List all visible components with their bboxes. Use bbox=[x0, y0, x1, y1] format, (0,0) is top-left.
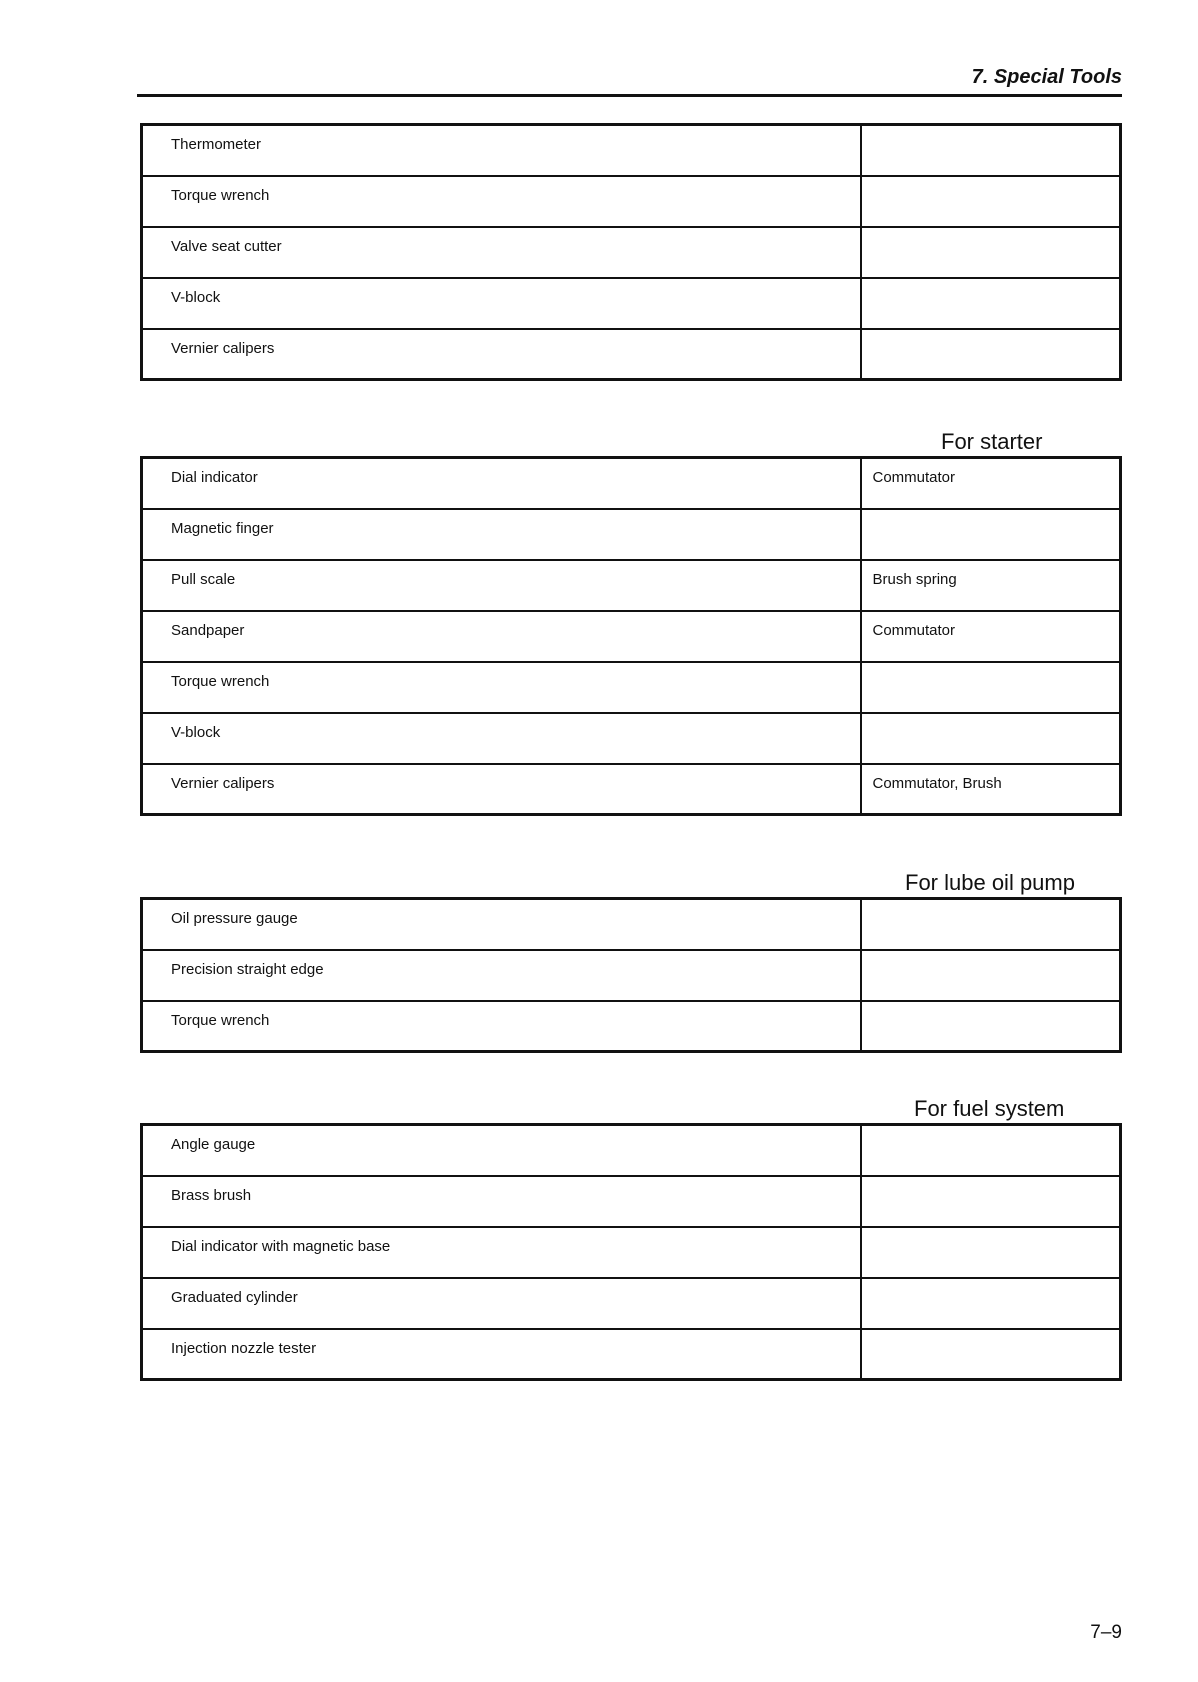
table-row bbox=[142, 611, 1121, 662]
tool-name: Sandpaper bbox=[142, 611, 861, 662]
tool-name: Angle gauge bbox=[142, 1125, 861, 1176]
tool-note: Commutator, Brush bbox=[861, 764, 1121, 815]
tool-note bbox=[861, 329, 1121, 380]
table-row bbox=[142, 227, 1121, 278]
tools-table-starter bbox=[140, 456, 1122, 816]
tool-name: Valve seat cutter bbox=[142, 227, 861, 278]
tool-note bbox=[861, 950, 1121, 1001]
table-row bbox=[142, 899, 1121, 950]
tool-name: Magnetic finger bbox=[142, 509, 861, 560]
table-row bbox=[142, 329, 1121, 380]
tool-name: V-block bbox=[142, 278, 861, 329]
tools-table-lube-oil-pump bbox=[140, 897, 1122, 1053]
tool-name: Brass brush bbox=[142, 1176, 861, 1227]
table-row bbox=[142, 176, 1121, 227]
tool-name: Oil pressure gauge bbox=[142, 899, 861, 950]
table-row bbox=[142, 125, 1121, 176]
table-row bbox=[142, 950, 1121, 1001]
section-label-starter: For starter bbox=[941, 429, 1043, 454]
tool-note bbox=[861, 1001, 1121, 1052]
header-rule bbox=[137, 94, 1122, 97]
table-row bbox=[142, 1001, 1121, 1052]
tool-note bbox=[861, 176, 1121, 227]
tool-note bbox=[861, 278, 1121, 329]
section-title: 7. Special Tools bbox=[971, 66, 1122, 88]
page-number: 7–9 bbox=[1090, 1622, 1122, 1643]
tool-name: Torque wrench bbox=[142, 176, 861, 227]
tool-name: Precision straight edge bbox=[142, 950, 861, 1001]
tool-note bbox=[861, 662, 1121, 713]
table-row bbox=[142, 560, 1121, 611]
tool-name: Graduated cylinder bbox=[142, 1278, 861, 1329]
tool-name: Injection nozzle tester bbox=[142, 1329, 861, 1380]
table-row bbox=[142, 1176, 1121, 1227]
section-label-fuel-system: For fuel system bbox=[914, 1096, 1065, 1121]
tool-note bbox=[861, 125, 1121, 176]
tool-name: Dial indicator with magnetic base bbox=[142, 1227, 861, 1278]
tool-name: Dial indicator bbox=[142, 458, 861, 509]
tool-note bbox=[861, 1176, 1121, 1227]
tool-name: Vernier calipers bbox=[142, 764, 861, 815]
tool-name: Torque wrench bbox=[142, 662, 861, 713]
table-row bbox=[142, 1329, 1121, 1380]
table-row bbox=[142, 458, 1121, 509]
tool-note: Commutator bbox=[861, 611, 1121, 662]
section-label-lube-oil-pump: For lube oil pump bbox=[905, 870, 1075, 895]
tools-table-general bbox=[140, 123, 1122, 381]
tools-table-fuel-system bbox=[140, 1123, 1122, 1381]
tool-note bbox=[861, 1125, 1121, 1176]
tool-name: Torque wrench bbox=[142, 1001, 861, 1052]
table-row bbox=[142, 1227, 1121, 1278]
tool-note bbox=[861, 1278, 1121, 1329]
tool-note bbox=[861, 1227, 1121, 1278]
tool-note bbox=[861, 227, 1121, 278]
table-row bbox=[142, 764, 1121, 815]
tool-name: Pull scale bbox=[142, 560, 861, 611]
tool-note bbox=[861, 899, 1121, 950]
tool-note bbox=[861, 1329, 1121, 1380]
tool-note: Commutator bbox=[861, 458, 1121, 509]
tool-note bbox=[861, 509, 1121, 560]
table-row bbox=[142, 278, 1121, 329]
table-row bbox=[142, 713, 1121, 764]
table-row bbox=[142, 509, 1121, 560]
tool-name: V-block bbox=[142, 713, 861, 764]
table-row bbox=[142, 1278, 1121, 1329]
tool-note bbox=[861, 713, 1121, 764]
tool-note: Brush spring bbox=[861, 560, 1121, 611]
table-row bbox=[142, 1125, 1121, 1176]
tool-name: Thermometer bbox=[142, 125, 861, 176]
table-row bbox=[142, 662, 1121, 713]
tool-name: Vernier calipers bbox=[142, 329, 861, 380]
